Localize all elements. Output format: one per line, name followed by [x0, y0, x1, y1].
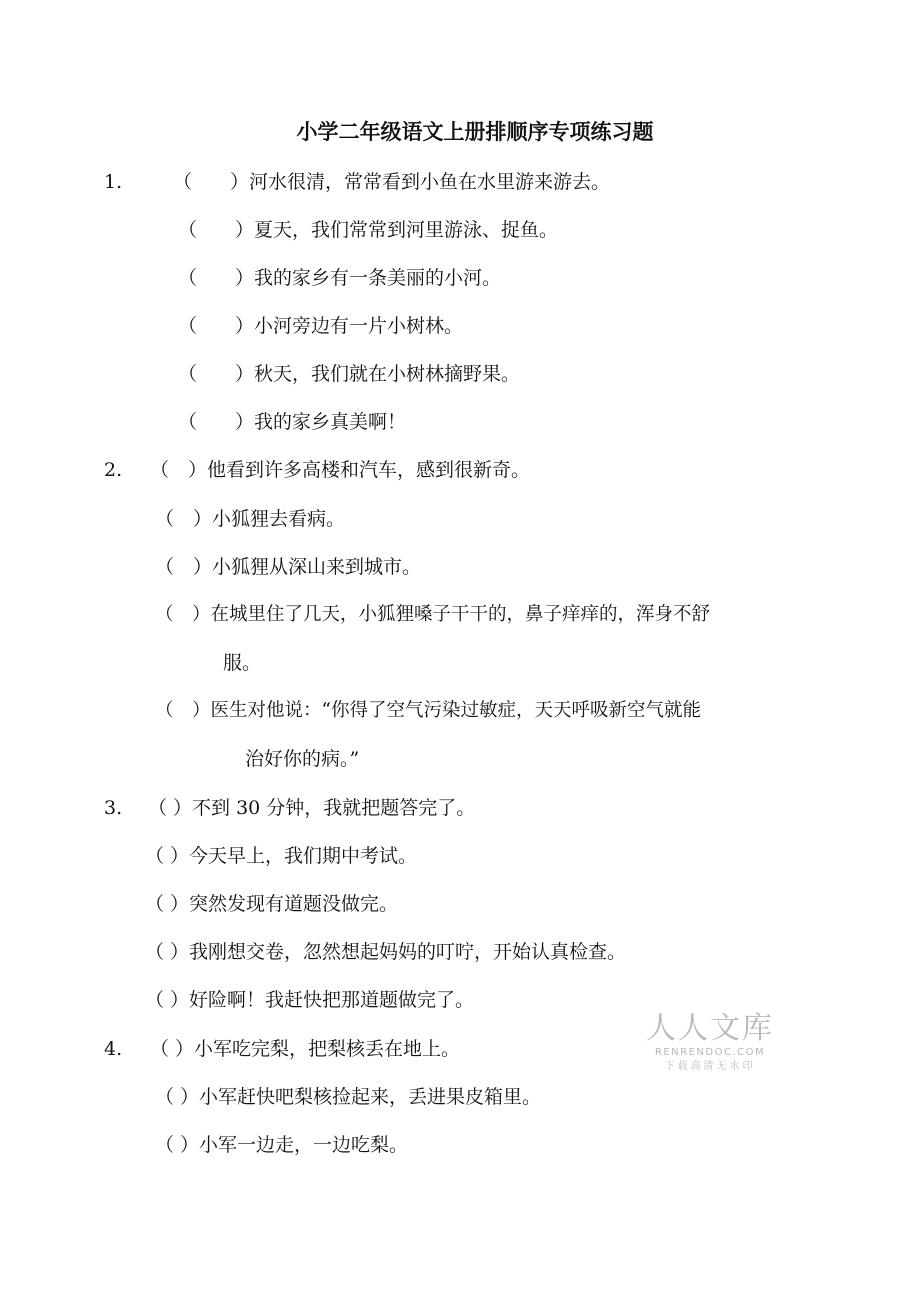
question-line: （ ）小军一边走，一边吃梨。: [155, 1134, 409, 1156]
watermark-logo: [640, 1012, 780, 1074]
question-number: 2.: [104, 459, 123, 481]
question-number: 3.: [104, 797, 123, 819]
question-line: （ ）小狐狸去看病。: [155, 508, 346, 530]
question-line: （ ）小军吃完梨，把梨核丢在地上。: [150, 1038, 461, 1060]
question-number: 4.: [104, 1038, 123, 1060]
question-line: （ ）不到 30 分钟，我就把题答完了。: [148, 797, 476, 819]
question-line: （ ）夏天，我们常常到河里游泳、捉鱼。: [178, 219, 559, 241]
question-line: （ ）小河旁边有一片小树林。: [178, 315, 464, 337]
page-title: 小学二年级语文上册排顺序专项练习题: [296, 119, 654, 144]
question-line: 治好你的病。”: [245, 748, 360, 770]
question-line: （ ）我的家乡真美啊！: [178, 411, 407, 433]
watermark-slogan: 下载高清无水印: [664, 1061, 756, 1072]
question-line: （ ）医生对他说：“你得了空气污染过敏症，天天呼吸新空气就能: [155, 700, 701, 721]
question-line: （ ）突然发现有道题没做完。: [145, 893, 399, 915]
question-number: 1.: [104, 171, 123, 193]
question-line: （ ）我刚想交卷，忽然想起妈妈的叮咛，开始认真检查。: [145, 941, 627, 963]
question-line: （ ）今天早上，我们期中考试。: [145, 845, 418, 867]
question-line: （ ）小狐狸从深山来到城市。: [155, 556, 422, 578]
watermark-domain: RENRENDOC.COM: [654, 1047, 766, 1058]
question-line: （ ）好险啊！我赶快把那道题做完了。: [145, 989, 475, 1011]
watermark-brand: 人人文库: [646, 1011, 774, 1046]
question-line: （ ）小军赶快吧梨核捡起来，丢进果皮箱里。: [155, 1086, 542, 1108]
question-line: （ ）我的家乡有一条美丽的小河。: [178, 267, 502, 289]
question-line: （ ）秋天，我们就在小树林摘野果。: [178, 363, 521, 385]
question-line: （ ）他看到许多高楼和汽车，感到很新奇。: [150, 459, 531, 481]
question-line: （ ）在城里住了几天，小狐狸嗓子干干的，鼻子痒痒的，浑身不舒: [155, 604, 711, 625]
question-line: 服。: [223, 652, 262, 674]
question-line: （ ）河水很清，常常看到小鱼在水里游来游去。: [173, 171, 611, 193]
